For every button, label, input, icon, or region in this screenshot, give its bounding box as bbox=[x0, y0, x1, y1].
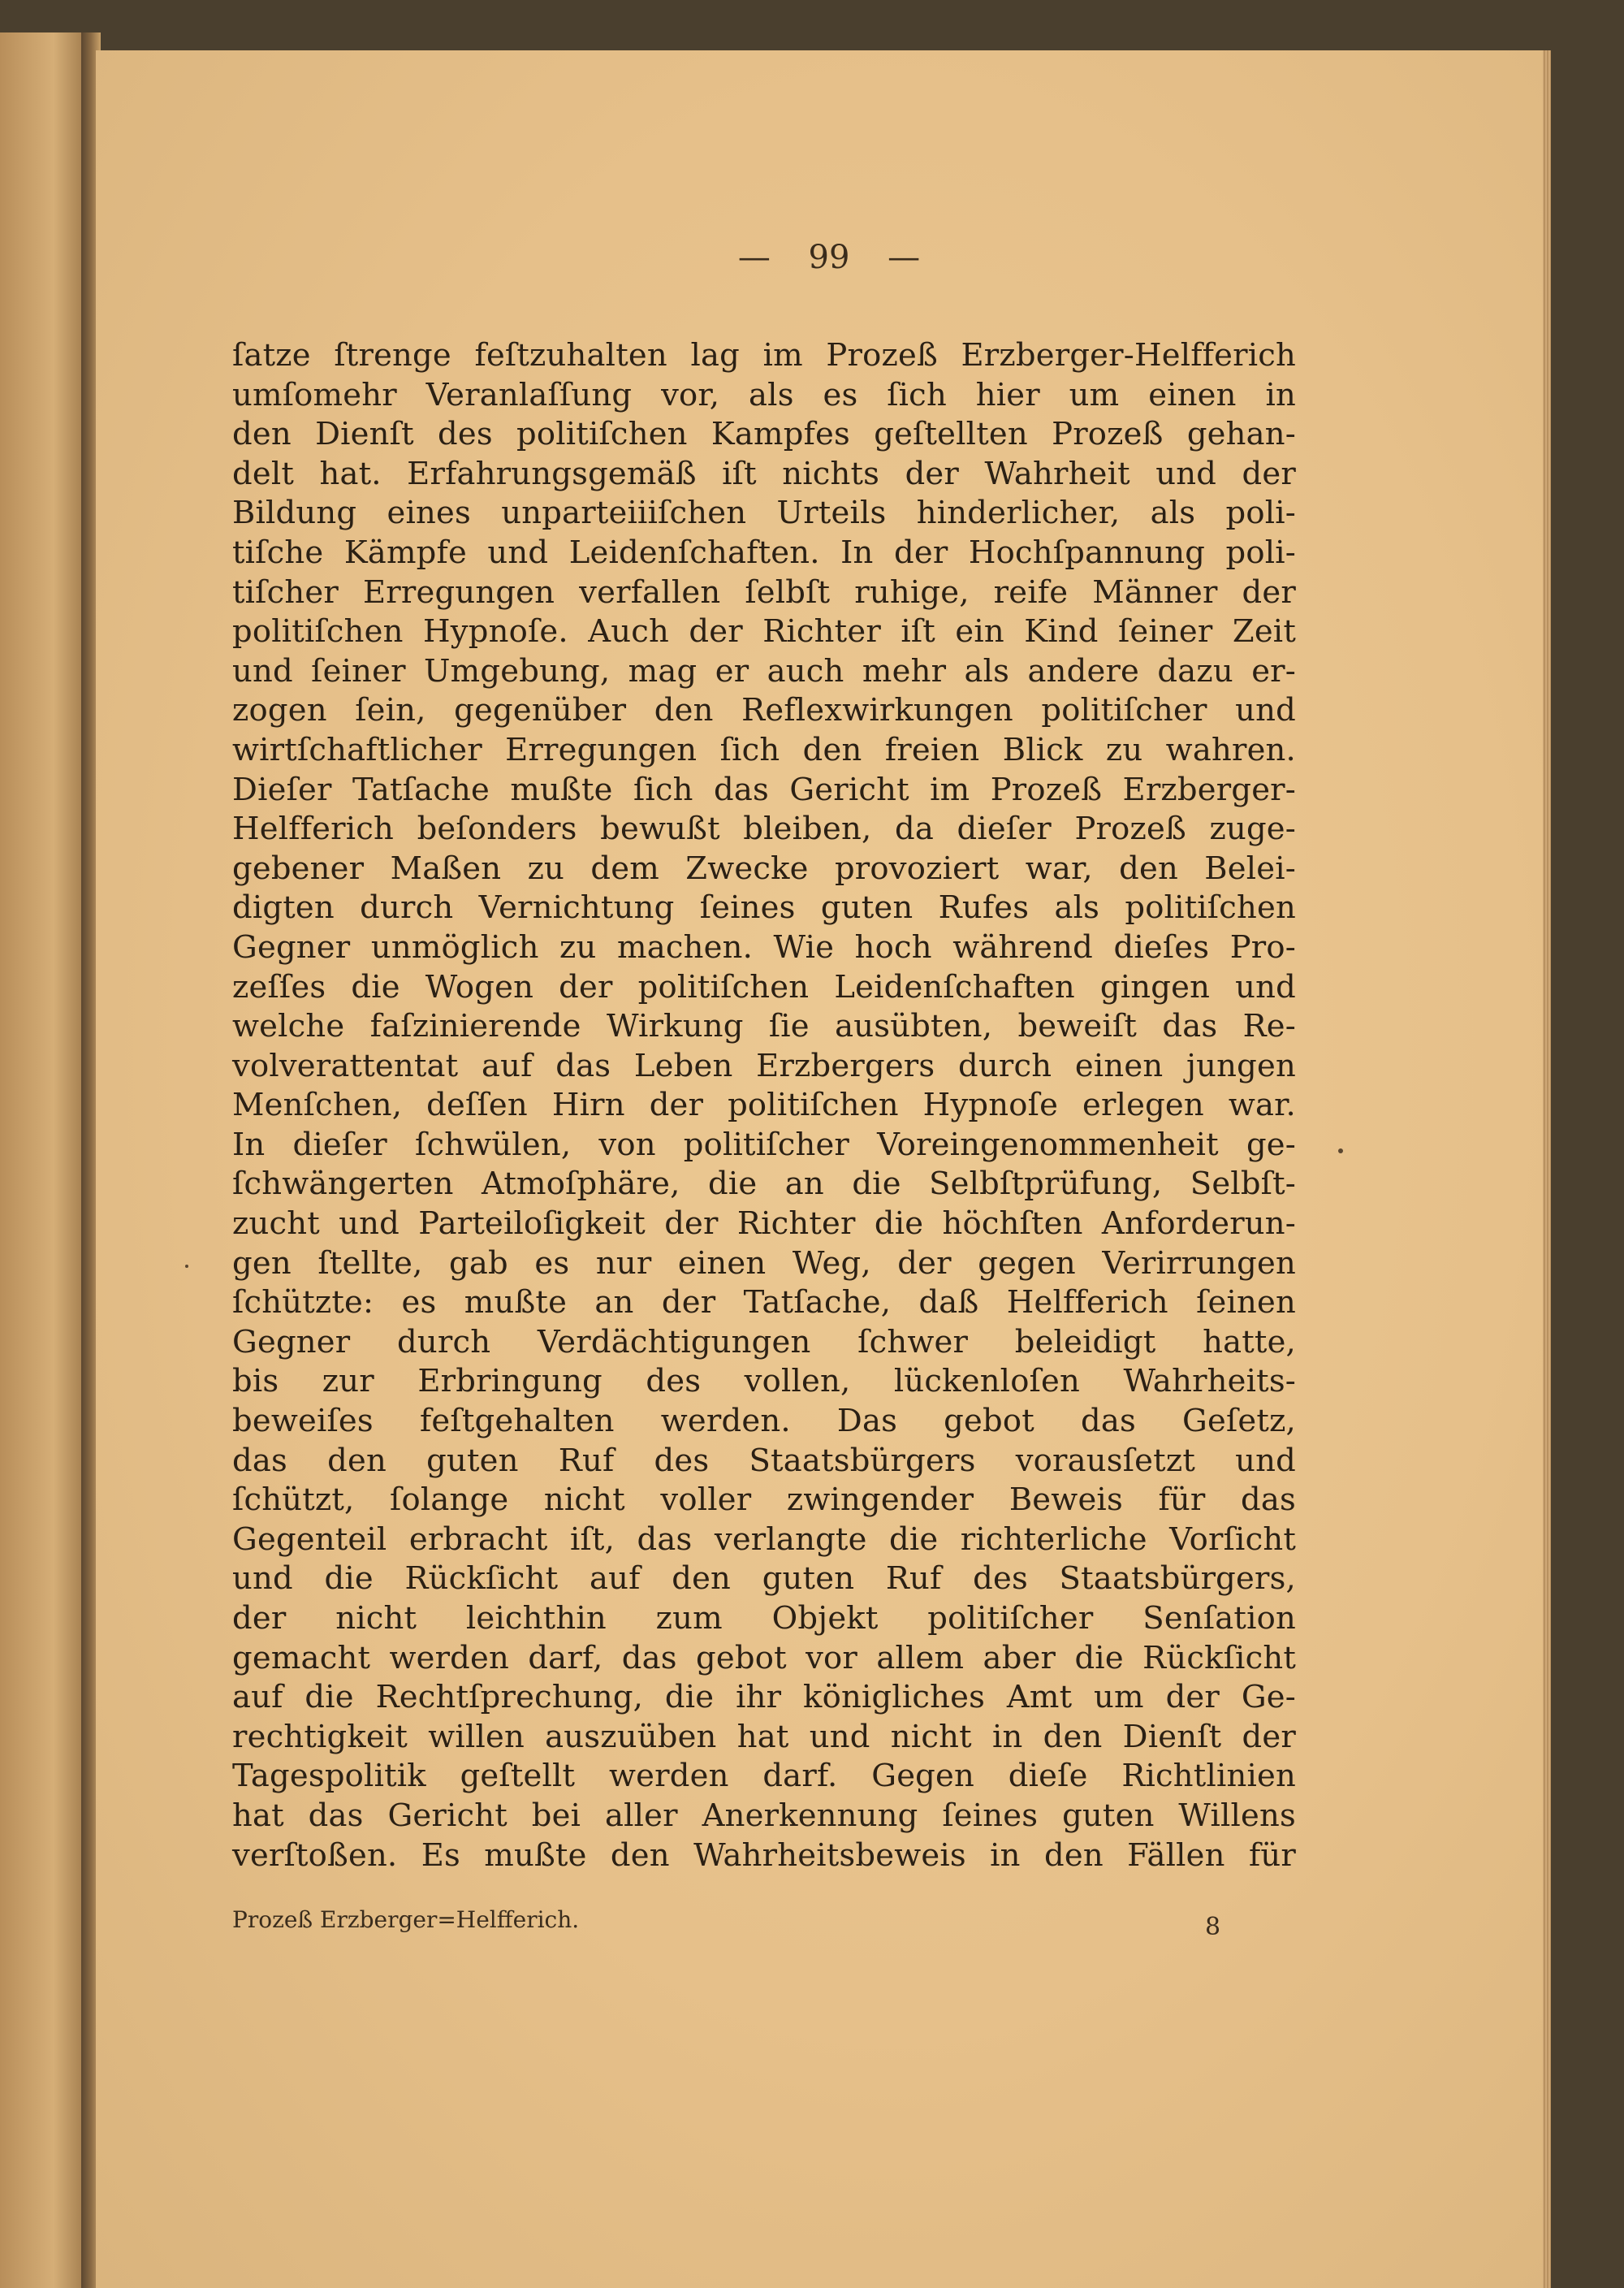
text-line: gen ſtellte, gab es nur einen Weg, der gegen Verirrungen bbox=[232, 1244, 1296, 1282]
text-line: Gegner durch Verdächtigungen ſchwer beleidigt hatte, bbox=[232, 1323, 1296, 1360]
page-header bbox=[96, 239, 1543, 276]
signature-mark: 8 bbox=[1205, 1913, 1221, 1941]
text-line: und die Rückſicht auf den guten Ruf des Staatsbürgers, bbox=[232, 1560, 1296, 1598]
text-line: Gegenteil erbracht iſt, das verlangte die richterliche Vorſicht bbox=[232, 1520, 1296, 1558]
left-page-edge bbox=[0, 32, 89, 2288]
text-line: zucht und Parteiloſigkeit der Richter die höchſten Anforderun- bbox=[232, 1205, 1296, 1243]
text-line: gebener Maßen zu dem Zwecke provoziert war, den Belei- bbox=[232, 850, 1296, 887]
text-line: wirtſchaftlicher Erregungen ſich den freien Blick zu wahren. bbox=[232, 731, 1296, 768]
text-line: umſomehr Veranlaſſung vor, als es ſich hier um einen in bbox=[232, 376, 1296, 413]
footer-title: Prozeß Erzberger=Helfferich. bbox=[232, 1906, 580, 1933]
header-dash-left: — bbox=[737, 239, 771, 276]
text-line: ſatze ſtrenge feſtzuhalten lag im Prozeß Erzberger-Helfferich bbox=[232, 337, 1296, 374]
text-line: delt hat. Erfahrungsgemäß iſt nichts der Wahrheit und der bbox=[232, 455, 1296, 492]
text-line: Dieſer Tatſache mußte ſich das Gericht im Prozeß Erzberger- bbox=[232, 771, 1296, 808]
body-text bbox=[232, 336, 1296, 1875]
text-line: Gegner unmöglich zu machen. Wie hoch während dieſes Pro- bbox=[232, 928, 1296, 966]
text-line: das den guten Ruf des Staatsbürgers vorausſetzt und bbox=[232, 1442, 1296, 1479]
text-line: hat das Gericht bei aller Anerkennung ſeines guten Willens bbox=[232, 1797, 1296, 1834]
text-line: digten durch Vernichtung ſeines guten Rufes als politiſchen bbox=[232, 889, 1296, 927]
paper-speck bbox=[1338, 1148, 1343, 1153]
text-line: der nicht leichthin zum Objekt politiſcher Senſation bbox=[232, 1600, 1296, 1637]
text-line: ſchützt, ſolange nicht voller zwingender Beweis für das bbox=[232, 1481, 1296, 1519]
text-line: bis zur Erbringung des vollen, lückenloſen Wahrheits- bbox=[232, 1363, 1296, 1400]
text-line: verſtoßen. Es mußte den Wahrheitsbeweis in den Fällen für bbox=[232, 1836, 1296, 1874]
paper-speck bbox=[185, 1265, 188, 1268]
text-line: In dieſer ſchwülen, von politiſcher Voreingenommenheit ge- bbox=[232, 1126, 1296, 1163]
text-line: zogen ſein, gegenüber den Reflexwirkungen politiſcher und bbox=[232, 692, 1296, 729]
text-line: den Dienſt des politiſchen Kampfes geſtellten Prozeß gehan- bbox=[232, 416, 1296, 453]
header-dash-right: — bbox=[888, 239, 921, 276]
text-line: tiſche Kämpfe und Leidenſchaften. In der Hochſpannung poli- bbox=[232, 534, 1296, 571]
text-line: ſchwängerten Atmoſphäre, die an die Selbſtprüfung, Selbſt- bbox=[232, 1166, 1296, 1203]
text-line: Bildung eines unparteiiiſchen Urteils hinderlicher, als poli- bbox=[232, 495, 1296, 532]
text-line: und ſeiner Umgebung, mag er auch mehr als andere dazu er- bbox=[232, 652, 1296, 690]
text-line: tiſcher Erregungen verfallen ſelbſt ruhige, reife Männer der bbox=[232, 573, 1296, 611]
text-line: zeſſes die Wogen der politiſchen Leidenſchaften gingen und bbox=[232, 968, 1296, 1006]
text-line: ſchützte: es mußte an der Tatſache, daß Helfferich ſeinen bbox=[232, 1284, 1296, 1321]
text-line: politiſchen Hypnoſe. Auch der Richter iſt ein Kind ſeiner Zeit bbox=[232, 613, 1296, 651]
text-line: gemacht werden darf, das gebot vor allem aber die Rückſicht bbox=[232, 1639, 1296, 1676]
page-number: 99 bbox=[808, 239, 850, 276]
text-line: welche faſzinierende Wirkung ſie ausübten, beweiſt das Re- bbox=[232, 1008, 1296, 1045]
text-line: Menſchen, deſſen Hirn der politiſchen Hypnoſe erlegen war. bbox=[232, 1087, 1296, 1124]
text-line: Tagespolitik geſtellt werden darf. Gegen dieſe Richtlinien bbox=[232, 1758, 1296, 1795]
text-line: beweiſes feſtgehalten werden. Das gebot das Geſetz, bbox=[232, 1403, 1296, 1440]
text-line: rechtigkeit willen auszuüben hat und nicht in den Dienſt der bbox=[232, 1718, 1296, 1755]
text-line: Helfferich beſonders bewußt bleiben, da dieſer Prozeß zuge- bbox=[232, 811, 1296, 848]
text-line: volverattentat auf das Leben Erzbergers durch einen jungen bbox=[232, 1047, 1296, 1084]
text-line: auf die Rechtſprechung, die ihr königliches Amt um der Ge- bbox=[232, 1679, 1296, 1716]
book-page bbox=[96, 50, 1543, 2288]
